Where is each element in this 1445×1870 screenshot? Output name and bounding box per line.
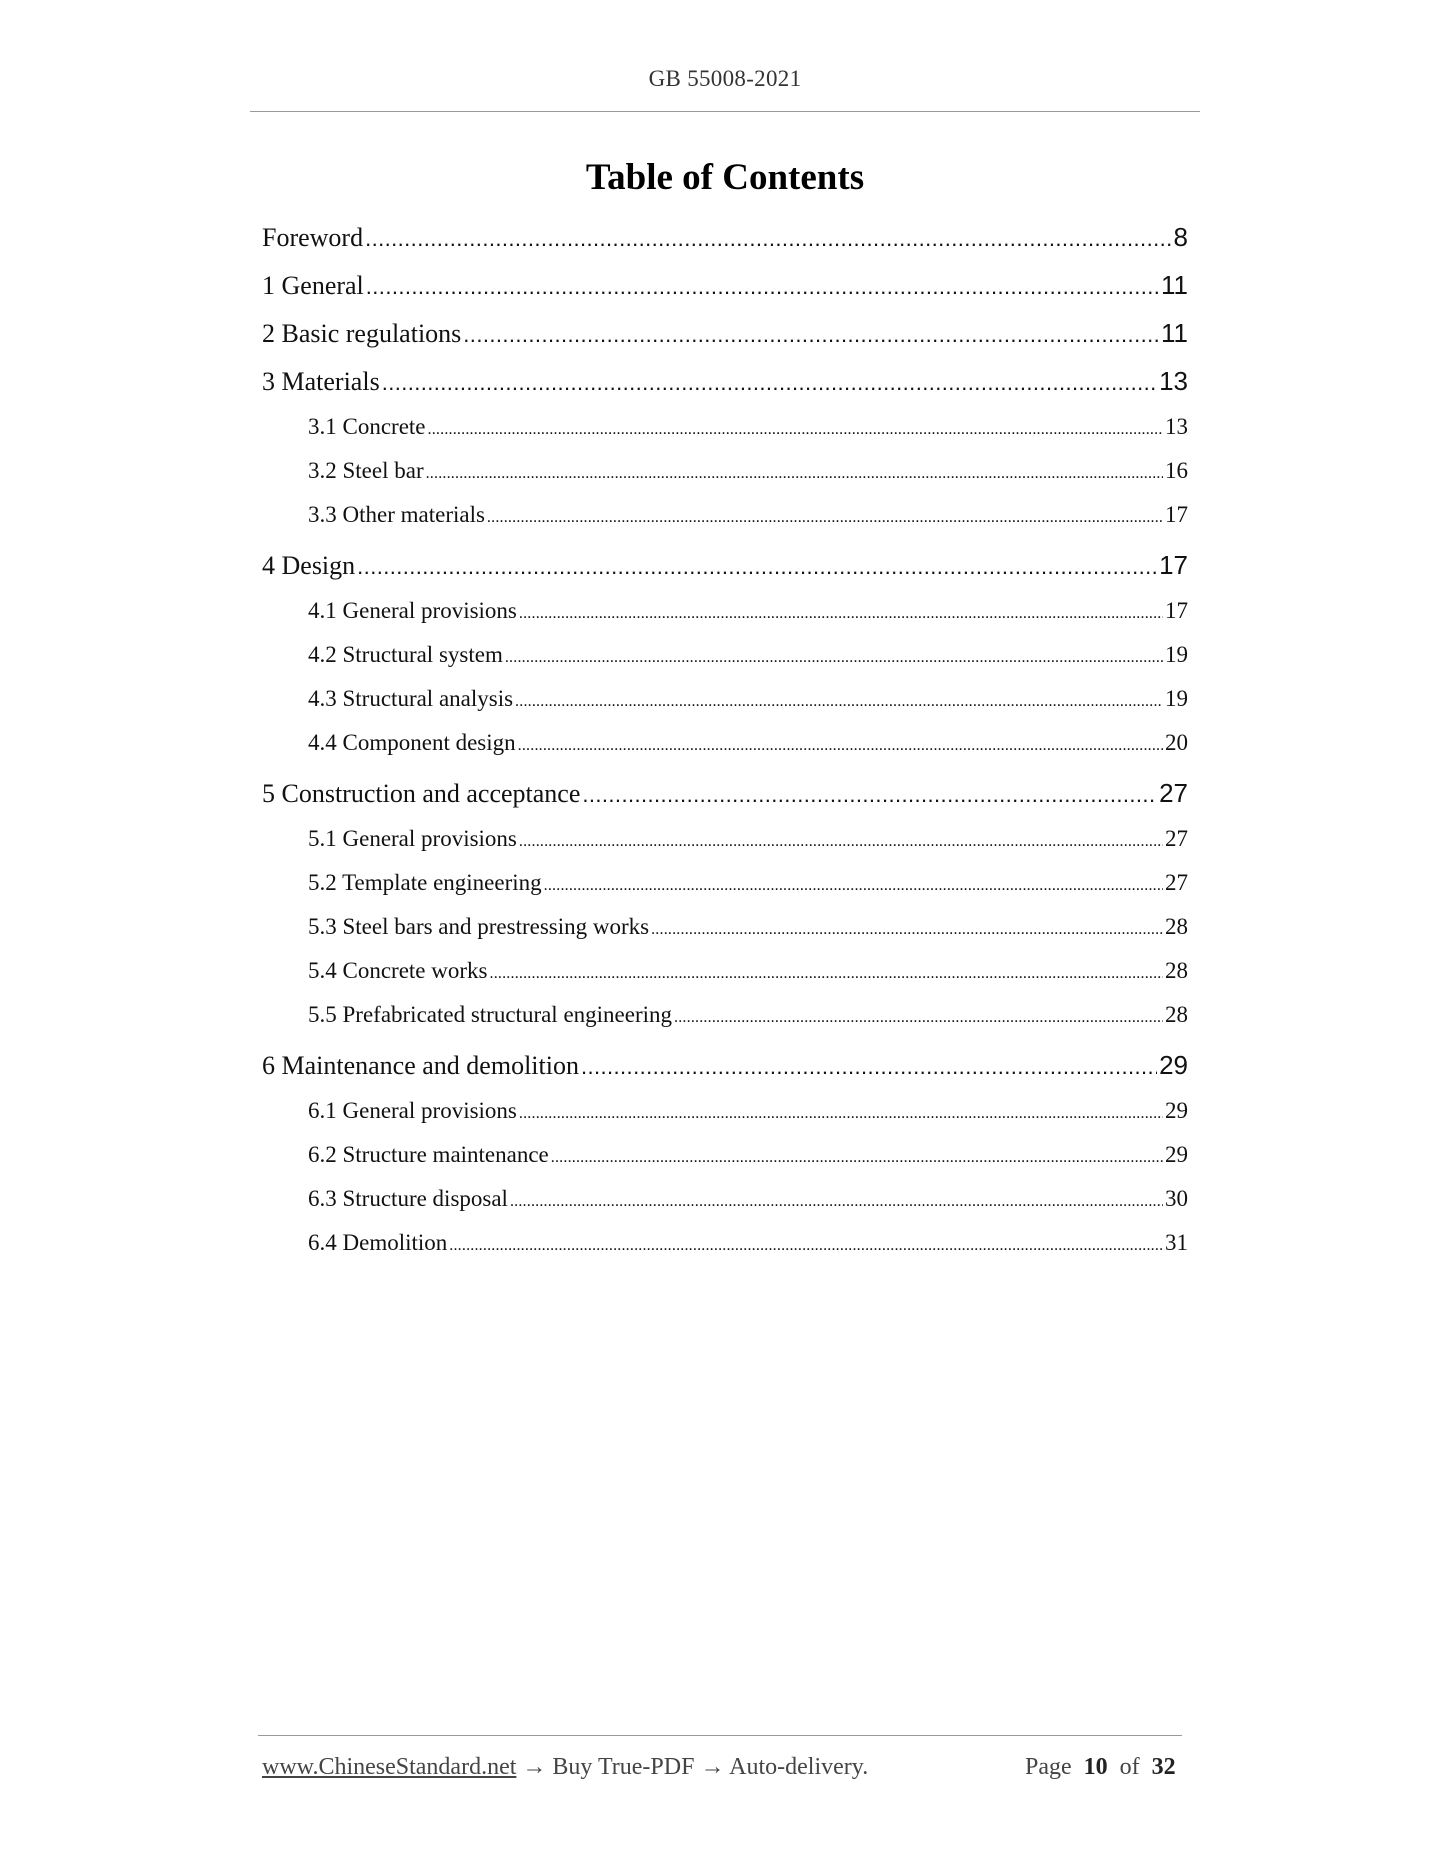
toc-entry-label: 3.2 Steel bar	[308, 458, 424, 483]
toc-dot-leader	[551, 1149, 1163, 1167]
toc-page-number: 29	[1165, 1098, 1188, 1123]
toc-entry-label: 5.3 Steel bars and prestressing works	[308, 914, 650, 939]
toc-entry-label: 6.1 General provisions	[308, 1098, 517, 1123]
toc-page-number: 17	[1159, 550, 1188, 580]
toc-dot-leader	[428, 421, 1163, 439]
toc-section-entry[interactable]	[308, 1230, 1188, 1270]
toc-page-number: 27	[1165, 826, 1188, 851]
toc-entry-label: 3 Materials	[262, 367, 380, 396]
toc-page-number: 29	[1159, 1050, 1188, 1080]
toc-entry-label: 5.2 Template engineering	[308, 870, 542, 895]
toc-entry-label: 5.4 Concrete works	[308, 958, 488, 983]
toc-chapter-entry[interactable]	[262, 1050, 1188, 1094]
toc-chapter-entry[interactable]	[262, 366, 1188, 410]
toc-dot-leader	[544, 877, 1163, 895]
toc-entry-label: Foreword	[262, 223, 364, 252]
toc-dot-leader	[519, 1105, 1163, 1123]
arrow-icon: →	[522, 1754, 547, 1780]
toc-page-number: 11	[1161, 318, 1188, 348]
toc-dot-leader	[365, 226, 1171, 252]
toc-dot-leader	[582, 782, 1157, 808]
toc-dot-leader	[651, 921, 1163, 939]
toc-entry-label: 6.3 Structure disposal	[308, 1186, 508, 1211]
footer-divider	[258, 1735, 1182, 1736]
toc-page-number: 28	[1165, 958, 1188, 983]
toc-section-entry[interactable]	[308, 458, 1188, 498]
toc-page-number: 31	[1165, 1230, 1188, 1255]
toc-section-entry[interactable]	[308, 958, 1188, 998]
toc-entry-label: 6 Maintenance and demolition	[262, 1051, 579, 1080]
toc-section-entry[interactable]	[308, 642, 1188, 682]
toc-section-entry[interactable]	[308, 914, 1188, 954]
toc-dot-leader	[519, 605, 1163, 623]
toc-dot-leader	[357, 554, 1157, 580]
toc-section-entry[interactable]	[308, 1098, 1188, 1138]
toc-page-number: 8	[1173, 222, 1188, 252]
toc-dot-leader	[490, 965, 1164, 983]
toc-section-entry[interactable]	[308, 1186, 1188, 1226]
toc-chapter-entry[interactable]	[262, 778, 1188, 822]
toc-entry-label: 5.5 Prefabricated structural engineering	[308, 1002, 673, 1027]
toc-dot-leader	[510, 1193, 1163, 1211]
toc-page-number: 17	[1165, 502, 1188, 527]
total-page-count: 32	[1151, 1754, 1176, 1780]
toc-entry-label: 4 Design	[262, 551, 356, 580]
toc-dot-leader	[674, 1009, 1163, 1027]
toc-dot-leader	[426, 465, 1163, 483]
toc-entry-label: 5.1 General provisions	[308, 826, 517, 851]
toc-page-number: 30	[1165, 1186, 1188, 1211]
toc-entry-label: 5 Construction and acceptance	[262, 779, 581, 808]
page-indicator	[1025, 1754, 1176, 1781]
toc-entry-label: 6.2 Structure maintenance	[308, 1142, 549, 1167]
toc-dot-leader	[505, 649, 1163, 667]
toc-page-number: 17	[1165, 598, 1188, 623]
toc-page-number: 11	[1161, 270, 1188, 300]
toc-page-number: 29	[1165, 1142, 1188, 1167]
toc-page-number: 27	[1165, 870, 1188, 895]
toc-section-entry[interactable]	[308, 414, 1188, 454]
page-label: Page	[1025, 1754, 1072, 1780]
of-label: of	[1119, 1754, 1140, 1780]
toc-page-number: 28	[1165, 914, 1188, 939]
toc-section-entry[interactable]	[308, 686, 1188, 726]
toc-entry-label: 4.4 Component design	[308, 730, 516, 755]
toc-dot-leader	[382, 370, 1157, 396]
toc-dot-leader	[487, 509, 1163, 527]
toc-entry-label: 4.3 Structural analysis	[308, 686, 514, 711]
delivery-text: Auto-delivery.	[729, 1754, 869, 1780]
toc-chapter-entry[interactable]	[262, 222, 1188, 266]
toc-dot-leader	[519, 833, 1163, 851]
toc-dot-leader	[518, 737, 1163, 755]
toc-section-entry[interactable]	[308, 502, 1188, 542]
toc-chapter-entry[interactable]	[262, 318, 1188, 362]
website-link[interactable]: www.ChineseStandard.net	[262, 1754, 517, 1780]
toc-entry-label: 4.1 General provisions	[308, 598, 517, 623]
toc-page-number: 13	[1159, 366, 1188, 396]
toc-entry-label: 6.4 Demolition	[308, 1230, 448, 1255]
toc-page-number: 13	[1165, 414, 1188, 439]
toc-entry-label: 2 Basic regulations	[262, 319, 462, 348]
toc-section-entry[interactable]	[308, 826, 1188, 866]
toc-section-entry[interactable]	[308, 1002, 1188, 1042]
toc-page-number: 16	[1165, 458, 1188, 483]
toc-section-entry[interactable]	[308, 1142, 1188, 1182]
toc-dot-leader	[463, 322, 1159, 348]
toc-page-number: 19	[1165, 686, 1188, 711]
toc-page-number: 27	[1159, 778, 1188, 808]
buy-text: Buy True-PDF	[552, 1754, 695, 1780]
toc-section-entry[interactable]	[308, 870, 1188, 910]
toc-dot-leader	[515, 693, 1163, 711]
page-title: Table of Contents	[585, 157, 865, 198]
toc-section-entry[interactable]	[308, 730, 1188, 770]
toc-entry-label: 3.3 Other materials	[308, 502, 485, 527]
toc-entry-label: 4.2 Structural system	[308, 642, 503, 667]
header-divider	[250, 111, 1200, 112]
toc-page-number: 28	[1165, 1002, 1188, 1027]
toc-dot-leader	[449, 1237, 1163, 1255]
toc-section-entry[interactable]	[308, 598, 1188, 638]
toc-dot-leader	[366, 274, 1159, 300]
toc-entry-label: 1 General	[262, 271, 364, 300]
toc-page-number: 20	[1165, 730, 1188, 755]
toc-entry-label: 3.1 Concrete	[308, 414, 426, 439]
toc-chapter-entry[interactable]	[262, 550, 1188, 594]
footer-promo	[262, 1754, 868, 1781]
current-page-number: 10	[1083, 1754, 1108, 1780]
document-code-header: GB 55008-2021	[648, 66, 802, 91]
toc-page-number: 19	[1165, 642, 1188, 667]
arrow-icon: →	[700, 1754, 725, 1780]
toc-chapter-entry[interactable]	[262, 270, 1188, 314]
toc-dot-leader	[581, 1054, 1157, 1080]
